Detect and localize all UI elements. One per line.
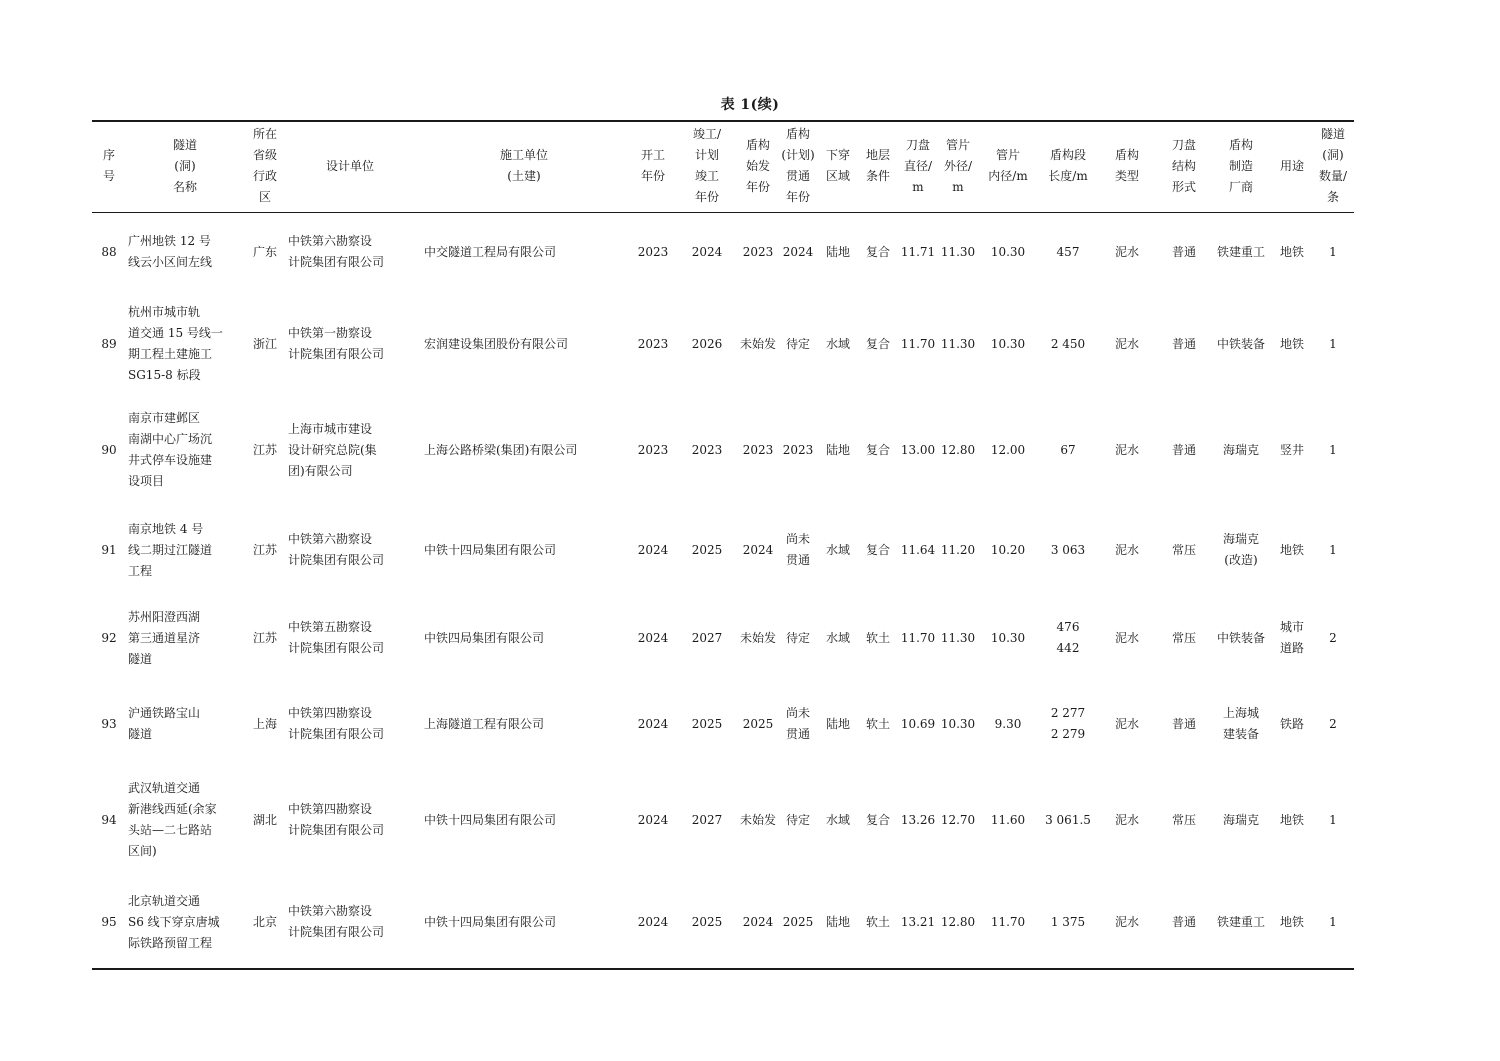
header-manufacturer: 盾构 制造 厂商 — [1228, 137, 1253, 194]
cell-segment-inner-diameter: 10.30 — [990, 244, 1026, 259]
cell-tunnel-name: 沪通铁路宝山 隧道 — [128, 706, 201, 741]
cell-province: 江苏 — [252, 542, 277, 557]
cell-tunnel-name: 杭州市城市轨 道交通 15 号线一 期工程土建施工 SG15-8 标段 — [128, 305, 223, 382]
cell-cutterhead-type: 常压 — [1171, 630, 1196, 645]
cell-contractor: 中交隧道工程局有限公司 — [424, 244, 557, 259]
cell-manufacturer: 铁建重工 — [1216, 914, 1265, 929]
table-bottom-rule — [92, 968, 1354, 970]
cell-tunnel-name: 南京市建邺区 南湖中心广场沉 井式停车设施建 设项目 — [128, 411, 213, 488]
cell-cutterhead-type: 普通 — [1171, 914, 1196, 929]
cell-index: 95 — [101, 914, 117, 929]
cell-shield-type: 泥水 — [1114, 542, 1139, 557]
header-contractor: 施工单位 (土建) — [499, 148, 548, 183]
cell-segment-outer-diameter: 11.30 — [940, 244, 976, 259]
cell-cutterhead-type: 常压 — [1171, 542, 1196, 557]
cell-purpose: 地铁 — [1279, 914, 1304, 929]
header-designer: 设计单位 — [325, 158, 374, 173]
cell-launch-year: 未始发 — [739, 812, 776, 827]
cell-cutter-diameter: 13.21 — [900, 914, 936, 929]
cell-province: 江苏 — [252, 442, 277, 457]
cell-crossing-area: 陆地 — [825, 442, 850, 457]
cell-completion-year: 2027 — [691, 812, 723, 827]
cell-manufacturer: 海瑞克 — [1222, 442, 1259, 457]
cell-crossing-area: 陆地 — [825, 244, 850, 259]
cell-contractor: 宏润建设集团股份有限公司 — [424, 336, 569, 351]
cell-breakthrough-year: 尚未 贯通 — [785, 532, 810, 567]
cell-contractor: 上海公路桥梁(集团)有限公司 — [424, 442, 578, 457]
cell-segment-inner-diameter: 10.30 — [990, 630, 1026, 645]
cell-index: 89 — [101, 336, 117, 351]
cell-index: 94 — [101, 812, 117, 827]
cell-shield-length: 67 — [1060, 442, 1076, 457]
cell-province: 湖北 — [252, 812, 277, 827]
cell-segment-outer-diameter: 11.20 — [940, 542, 976, 557]
cell-completion-year: 2026 — [691, 336, 723, 351]
table-title: 表 1(续) — [720, 97, 780, 113]
cell-start-year: 2024 — [637, 630, 669, 645]
cell-breakthrough-year: 待定 — [785, 812, 810, 827]
cell-designer: 上海市城市建设 设计研究总院(集 团)有限公司 — [288, 421, 377, 478]
cell-manufacturer: 铁建重工 — [1216, 244, 1265, 259]
cell-contractor: 中铁十四局集团有限公司 — [424, 542, 557, 557]
table-top-rule — [92, 120, 1354, 122]
cell-start-year: 2023 — [637, 244, 669, 259]
cell-purpose: 地铁 — [1279, 812, 1304, 827]
cell-purpose: 铁路 — [1279, 716, 1304, 731]
cell-tunnel-name: 南京地铁 4 号 线二期过江隧道 工程 — [128, 521, 213, 578]
cell-designer: 中铁第一勘察设 计院集团有限公司 — [288, 326, 385, 361]
cell-index: 92 — [101, 630, 117, 645]
cell-tunnel-count: 1 — [1329, 336, 1337, 351]
cell-province: 北京 — [252, 914, 277, 929]
header-stratum: 地层 条件 — [865, 148, 890, 183]
cell-tunnel-name: 北京轨道交通 S6 线下穿京唐城 际铁路预留工程 — [128, 893, 220, 950]
cell-purpose: 城市 道路 — [1279, 620, 1304, 655]
cell-crossing-area: 水域 — [825, 542, 850, 557]
cell-completion-year: 2025 — [691, 542, 723, 557]
cell-start-year: 2024 — [637, 716, 669, 731]
cell-tunnel-count: 1 — [1329, 914, 1337, 929]
cell-shield-length: 3 061.5 — [1045, 812, 1091, 827]
cell-tunnel-count: 1 — [1329, 244, 1337, 259]
header-completion-year: 竣工/ 计划 竣工 年份 — [692, 127, 722, 204]
cell-index: 90 — [101, 442, 117, 457]
cell-shield-length: 1 375 — [1050, 914, 1086, 929]
cell-cutter-diameter: 11.64 — [900, 542, 936, 557]
cell-index: 93 — [101, 716, 117, 731]
header-shield-type: 盾构 类型 — [1114, 148, 1139, 183]
cell-start-year: 2023 — [637, 442, 669, 457]
header-tunnel-name: 隧道 (洞) 名称 — [172, 137, 197, 194]
cell-launch-year: 未始发 — [739, 630, 776, 645]
cell-completion-year: 2027 — [691, 630, 723, 645]
cell-province: 江苏 — [252, 630, 277, 645]
cell-breakthrough-year: 2024 — [782, 244, 814, 259]
cell-cutter-diameter: 13.26 — [900, 812, 936, 827]
cell-crossing-area: 水域 — [825, 630, 850, 645]
cell-completion-year: 2025 — [691, 914, 723, 929]
cell-shield-length: 2 277 2 279 — [1050, 706, 1086, 741]
cell-segment-inner-diameter: 11.70 — [990, 914, 1026, 929]
cell-cutter-diameter: 11.71 — [900, 244, 936, 259]
cell-shield-type: 泥水 — [1114, 914, 1139, 929]
cell-cutter-diameter: 10.69 — [900, 716, 936, 731]
cell-stratum: 复合 — [865, 542, 890, 557]
cell-cutterhead-type: 常压 — [1171, 812, 1196, 827]
header-cutter-diameter: 刀盘 直径/ m — [903, 137, 933, 194]
cell-breakthrough-year: 2025 — [782, 914, 814, 929]
cell-contractor: 中铁十四局集团有限公司 — [424, 914, 557, 929]
cell-tunnel-count: 1 — [1329, 812, 1337, 827]
cell-segment-outer-diameter: 11.30 — [940, 336, 976, 351]
table-header-rule — [92, 212, 1354, 213]
cell-crossing-area: 水域 — [825, 812, 850, 827]
header-segment-outer-diameter: 管片 外径/ m — [943, 137, 973, 194]
cell-manufacturer: 中铁装备 — [1216, 336, 1265, 351]
cell-cutterhead-type: 普通 — [1171, 442, 1196, 457]
cell-designer: 中铁第四勘察设 计院集团有限公司 — [288, 802, 385, 837]
cell-stratum: 复合 — [865, 812, 890, 827]
header-index: 序 号 — [102, 148, 115, 183]
cell-index: 88 — [101, 244, 117, 259]
cell-shield-type: 泥水 — [1114, 244, 1139, 259]
cell-segment-inner-diameter: 10.20 — [990, 542, 1026, 557]
cell-designer: 中铁第四勘察设 计院集团有限公司 — [288, 706, 385, 741]
cell-shield-type: 泥水 — [1114, 716, 1139, 731]
cell-breakthrough-year: 待定 — [785, 336, 810, 351]
header-start-year: 开工 年份 — [640, 148, 665, 183]
cell-manufacturer: 海瑞克 — [1222, 812, 1259, 827]
cell-contractor: 中铁十四局集团有限公司 — [424, 812, 557, 827]
cell-tunnel-name: 广州地铁 12 号 线云小区间左线 — [128, 234, 213, 269]
cell-stratum: 软土 — [865, 914, 890, 929]
cell-completion-year: 2025 — [691, 716, 723, 731]
cell-launch-year: 未始发 — [739, 336, 776, 351]
cell-segment-inner-diameter: 11.60 — [990, 812, 1026, 827]
cell-crossing-area: 水域 — [825, 336, 850, 351]
cell-cutterhead-type: 普通 — [1171, 336, 1196, 351]
cell-launch-year: 2025 — [742, 716, 774, 731]
cell-manufacturer: 中铁装备 — [1216, 630, 1265, 645]
cell-start-year: 2024 — [637, 542, 669, 557]
header-launch-year: 盾构 始发 年份 — [745, 137, 770, 194]
cell-shield-length: 476 442 — [1056, 620, 1080, 655]
cell-stratum: 复合 — [865, 244, 890, 259]
cell-segment-inner-diameter: 10.30 — [990, 336, 1026, 351]
cell-province: 广东 — [252, 244, 277, 259]
cell-tunnel-count: 1 — [1329, 442, 1337, 457]
header-shield-length: 盾构段 长度/m — [1048, 148, 1088, 183]
cell-segment-outer-diameter: 12.70 — [940, 812, 976, 827]
cell-segment-inner-diameter: 9.30 — [994, 716, 1022, 731]
cell-purpose: 竖井 — [1279, 442, 1304, 457]
cell-breakthrough-year: 2023 — [782, 442, 814, 457]
cell-stratum: 复合 — [865, 336, 890, 351]
cell-purpose: 地铁 — [1279, 336, 1304, 351]
cell-segment-outer-diameter: 12.80 — [940, 914, 976, 929]
cell-designer: 中铁第六勘察设 计院集团有限公司 — [288, 904, 385, 939]
cell-shield-type: 泥水 — [1114, 630, 1139, 645]
cell-cutter-diameter: 13.00 — [900, 442, 936, 457]
cell-manufacturer: 海瑞克 (改造) — [1222, 532, 1259, 567]
cell-tunnel-name: 武汉轨道交通 新港线西延(余家 头站—二七路站 区间) — [128, 781, 217, 858]
cell-crossing-area: 陆地 — [825, 716, 850, 731]
cell-tunnel-name: 苏州阳澄西湖 第三通道星济 隧道 — [128, 609, 201, 666]
cell-crossing-area: 陆地 — [825, 914, 850, 929]
header-tunnel-count: 隧道 (洞) 数量/ 条 — [1318, 127, 1348, 204]
cell-start-year: 2023 — [637, 336, 669, 351]
cell-launch-year: 2024 — [742, 914, 774, 929]
cell-completion-year: 2023 — [691, 442, 723, 457]
header-breakthrough-year: 盾构 (计划) 贯通 年份 — [781, 127, 815, 204]
header-crossing-area: 下穿 区域 — [825, 148, 850, 183]
cell-purpose: 地铁 — [1279, 542, 1304, 557]
header-cutterhead-type: 刀盘 结构 形式 — [1171, 137, 1196, 194]
cell-shield-type: 泥水 — [1114, 336, 1139, 351]
cell-breakthrough-year: 尚未 贯通 — [785, 706, 810, 741]
cell-breakthrough-year: 待定 — [785, 630, 810, 645]
cell-contractor: 中铁四局集团有限公司 — [424, 630, 545, 645]
cell-segment-inner-diameter: 12.00 — [990, 442, 1026, 457]
cell-launch-year: 2023 — [742, 244, 774, 259]
cell-cutter-diameter: 11.70 — [900, 630, 936, 645]
cell-segment-outer-diameter: 12.80 — [940, 442, 976, 457]
cell-stratum: 复合 — [865, 442, 890, 457]
cell-contractor: 上海隧道工程有限公司 — [424, 716, 545, 731]
cell-start-year: 2024 — [637, 812, 669, 827]
cell-launch-year: 2024 — [742, 542, 774, 557]
cell-segment-outer-diameter: 10.30 — [940, 716, 976, 731]
cell-shield-length: 457 — [1056, 244, 1080, 259]
cell-designer: 中铁第六勘察设 计院集团有限公司 — [288, 234, 385, 269]
cell-purpose: 地铁 — [1279, 244, 1304, 259]
cell-start-year: 2024 — [637, 914, 669, 929]
cell-cutterhead-type: 普通 — [1171, 244, 1196, 259]
cell-shield-type: 泥水 — [1114, 812, 1139, 827]
cell-completion-year: 2024 — [691, 244, 723, 259]
cell-tunnel-count: 2 — [1329, 716, 1337, 731]
cell-designer: 中铁第五勘察设 计院集团有限公司 — [288, 620, 385, 655]
cell-shield-length: 3 063 — [1050, 542, 1086, 557]
cell-tunnel-count: 1 — [1329, 542, 1337, 557]
cell-manufacturer: 上海城 建装备 — [1222, 706, 1259, 741]
header-purpose: 用途 — [1279, 158, 1304, 173]
header-province: 所在 省级 行政 区 — [252, 127, 277, 204]
cell-index: 91 — [101, 542, 117, 557]
cell-stratum: 软土 — [865, 716, 890, 731]
cell-cutter-diameter: 11.70 — [900, 336, 936, 351]
cell-stratum: 软土 — [865, 630, 890, 645]
cell-shield-type: 泥水 — [1114, 442, 1139, 457]
cell-province: 浙江 — [252, 336, 277, 351]
cell-designer: 中铁第六勘察设 计院集团有限公司 — [288, 532, 385, 567]
cell-launch-year: 2023 — [742, 442, 774, 457]
header-segment-inner-diameter: 管片 内径/m — [988, 148, 1028, 183]
cell-cutterhead-type: 普通 — [1171, 716, 1196, 731]
cell-tunnel-count: 2 — [1329, 630, 1337, 645]
cell-shield-length: 2 450 — [1050, 336, 1086, 351]
cell-segment-outer-diameter: 11.30 — [940, 630, 976, 645]
cell-province: 上海 — [252, 716, 277, 731]
